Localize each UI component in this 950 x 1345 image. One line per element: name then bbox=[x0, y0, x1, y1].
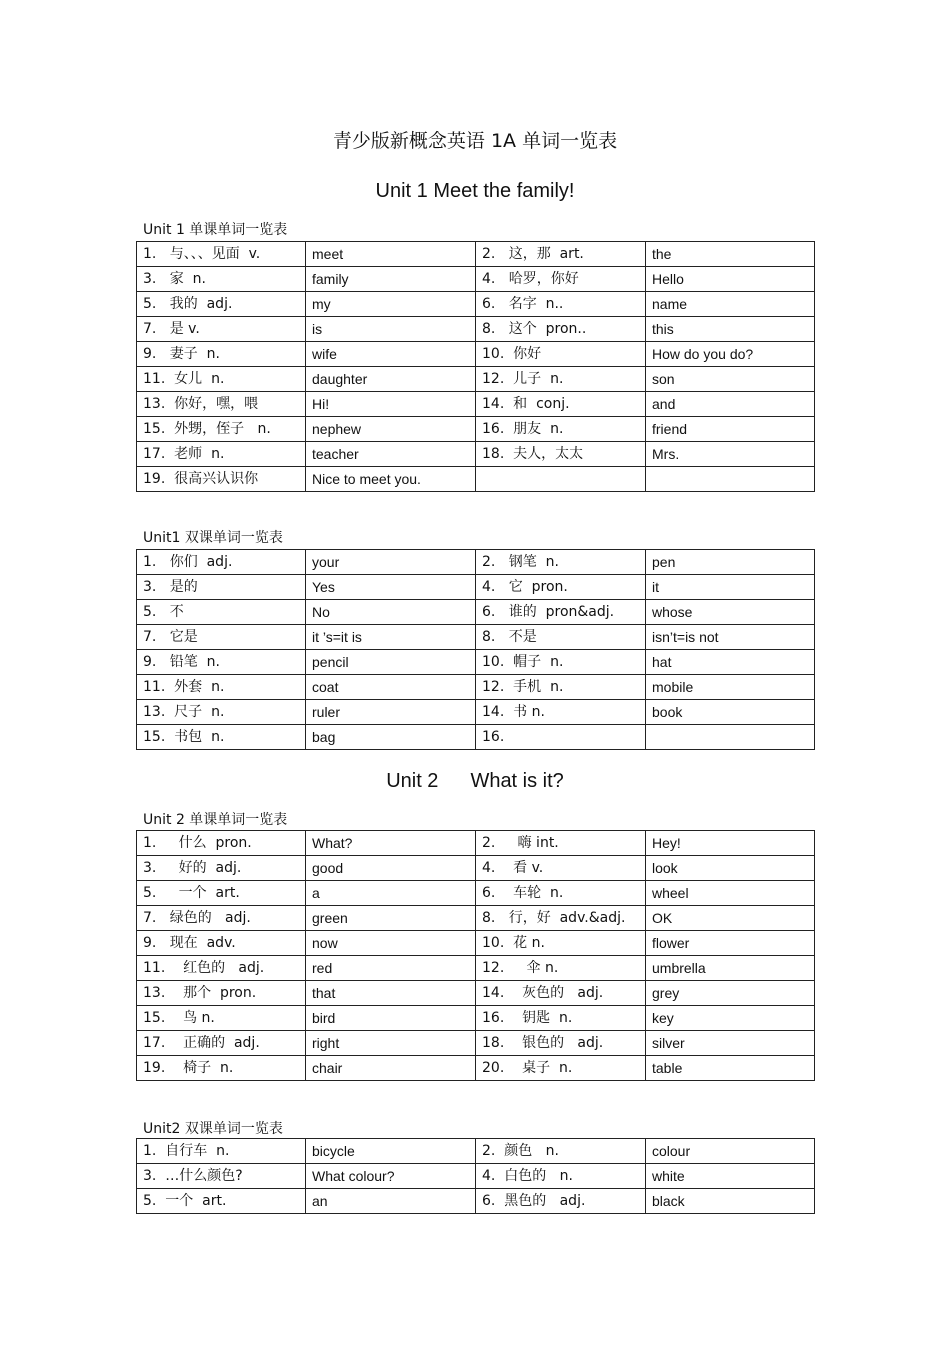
table-row bbox=[137, 856, 815, 881]
chinese-meaning-cell: 20. 桌子 n. bbox=[476, 1056, 646, 1081]
english-word-cell: it bbox=[646, 575, 815, 600]
unit-2-single-lesson-table bbox=[136, 830, 815, 1081]
table-row bbox=[137, 442, 815, 467]
chinese-meaning-cell: 4. 看 v. bbox=[476, 856, 646, 881]
english-word-cell: good bbox=[306, 856, 476, 881]
english-word-cell: white bbox=[646, 1164, 815, 1189]
chinese-meaning-cell: 19. 椅子 n. bbox=[137, 1056, 306, 1081]
document-title: 青少版新概念英语 1A 单词一览表 bbox=[332, 130, 618, 152]
english-word-cell: table bbox=[646, 1056, 815, 1081]
chinese-meaning-cell: 2. 颜色 n. bbox=[476, 1139, 646, 1164]
english-word-cell: this bbox=[646, 317, 815, 342]
chinese-meaning-cell: 8. 这个 pron.. bbox=[476, 317, 646, 342]
table-row bbox=[137, 831, 815, 856]
table-row bbox=[137, 1189, 815, 1214]
chinese-meaning-cell: 9. 铅笔 n. bbox=[137, 650, 306, 675]
table-row bbox=[137, 625, 815, 650]
table-row bbox=[137, 367, 815, 392]
english-word-cell: mobile bbox=[646, 675, 815, 700]
english-word-cell: son bbox=[646, 367, 815, 392]
chinese-meaning-cell: 10. 花 n. bbox=[476, 931, 646, 956]
english-word-cell: bag bbox=[306, 725, 476, 750]
english-word-cell: silver bbox=[646, 1031, 815, 1056]
english-word-cell: What? bbox=[306, 831, 476, 856]
table-row bbox=[137, 417, 815, 442]
table-row bbox=[137, 956, 815, 981]
chinese-meaning-cell: 11. 女儿 n. bbox=[137, 367, 306, 392]
english-word-cell: key bbox=[646, 1006, 815, 1031]
chinese-meaning-cell: 8. 不是 bbox=[476, 625, 646, 650]
table-row bbox=[137, 725, 815, 750]
chinese-meaning-cell: 7. 是 v. bbox=[137, 317, 306, 342]
table-row bbox=[137, 600, 815, 625]
english-word-cell: wife bbox=[306, 342, 476, 367]
english-word-cell: your bbox=[306, 550, 476, 575]
chinese-meaning-cell: 16. bbox=[476, 725, 646, 750]
english-word-cell bbox=[646, 725, 815, 750]
table-row bbox=[137, 906, 815, 931]
english-word-cell: right bbox=[306, 1031, 476, 1056]
chinese-meaning-cell: 3. …什么颜色? bbox=[137, 1164, 306, 1189]
chinese-meaning-cell: 15. 鸟 n. bbox=[137, 1006, 306, 1031]
chinese-meaning-cell: 6. 谁的 pron&adj. bbox=[476, 600, 646, 625]
chinese-meaning-cell: 12. 手机 n. bbox=[476, 675, 646, 700]
chinese-meaning-cell: 17. 老师 n. bbox=[137, 442, 306, 467]
chinese-meaning-cell: 4. 它 pron. bbox=[476, 575, 646, 600]
chinese-meaning-cell: 6. 黑色的 adj. bbox=[476, 1189, 646, 1214]
english-word-cell: colour bbox=[646, 1139, 815, 1164]
english-word-cell: No bbox=[306, 600, 476, 625]
chinese-meaning-cell: 11. 红色的 adj. bbox=[137, 956, 306, 981]
english-word-cell: How do you do? bbox=[646, 342, 815, 367]
english-word-cell: an bbox=[306, 1189, 476, 1214]
chinese-meaning-cell bbox=[476, 467, 646, 492]
chinese-meaning-cell: 7. 绿色的 adj. bbox=[137, 906, 306, 931]
unit-2-heading bbox=[0, 770, 950, 793]
chinese-meaning-cell: 2. 钢笔 n. bbox=[476, 550, 646, 575]
table-row bbox=[137, 550, 815, 575]
english-word-cell: Yes bbox=[306, 575, 476, 600]
english-word-cell: now bbox=[306, 931, 476, 956]
chinese-meaning-cell: 14. 书 n. bbox=[476, 700, 646, 725]
table-row bbox=[137, 1006, 815, 1031]
chinese-meaning-cell: 12. 伞 n. bbox=[476, 956, 646, 981]
unit-1-single-lesson-table bbox=[136, 241, 815, 492]
english-word-cell: pencil bbox=[306, 650, 476, 675]
chinese-meaning-cell: 18. 银色的 adj. bbox=[476, 1031, 646, 1056]
english-word-cell: daughter bbox=[306, 367, 476, 392]
english-word-cell: What colour? bbox=[306, 1164, 476, 1189]
unit-2-heading-number: Unit 2 bbox=[386, 770, 439, 792]
chinese-meaning-cell: 19. 很高兴认识你 bbox=[137, 467, 306, 492]
chinese-meaning-cell: 15. 外甥，侄子 n. bbox=[137, 417, 306, 442]
chinese-meaning-cell: 13. 那个 pron. bbox=[137, 981, 306, 1006]
english-word-cell: Hello bbox=[646, 267, 815, 292]
table-row bbox=[137, 1164, 815, 1189]
english-word-cell: the bbox=[646, 242, 815, 267]
table-row bbox=[137, 1056, 815, 1081]
english-word-cell: whose bbox=[646, 600, 815, 625]
chinese-meaning-cell: 3. 家 n. bbox=[137, 267, 306, 292]
chinese-meaning-cell: 16. 朋友 n. bbox=[476, 417, 646, 442]
english-word-cell: OK bbox=[646, 906, 815, 931]
english-word-cell: coat bbox=[306, 675, 476, 700]
table-row bbox=[137, 575, 815, 600]
chinese-meaning-cell: 3. 好的 adj. bbox=[137, 856, 306, 881]
english-word-cell: my bbox=[306, 292, 476, 317]
chinese-meaning-cell: 13. 你好，嘿，喂 bbox=[137, 392, 306, 417]
unit-1-double-lesson-label: Unit1 双课单词一览表 bbox=[143, 530, 283, 546]
english-word-cell: chair bbox=[306, 1056, 476, 1081]
unit-2-heading-title: What is it? bbox=[470, 770, 564, 792]
chinese-meaning-cell: 8. 行，好 adv.&adj. bbox=[476, 906, 646, 931]
english-word-cell: Nice to meet you. bbox=[306, 467, 476, 492]
english-word-cell: look bbox=[646, 856, 815, 881]
chinese-meaning-cell: 4. 白色的 n. bbox=[476, 1164, 646, 1189]
chinese-meaning-cell: 13. 尺子 n. bbox=[137, 700, 306, 725]
chinese-meaning-cell: 1. 自行车 n. bbox=[137, 1139, 306, 1164]
english-word-cell: umbrella bbox=[646, 956, 815, 981]
chinese-meaning-cell: 11. 外套 n. bbox=[137, 675, 306, 700]
chinese-meaning-cell: 2. 嗨 int. bbox=[476, 831, 646, 856]
chinese-meaning-cell: 1. 什么 pron. bbox=[137, 831, 306, 856]
english-word-cell: is bbox=[306, 317, 476, 342]
chinese-meaning-cell: 1. 你们 adj. bbox=[137, 550, 306, 575]
english-word-cell: that bbox=[306, 981, 476, 1006]
english-word-cell: black bbox=[646, 1189, 815, 1214]
chinese-meaning-cell: 12. 儿子 n. bbox=[476, 367, 646, 392]
english-word-cell: meet bbox=[306, 242, 476, 267]
unit-1-heading: Unit 1 Meet the family! bbox=[375, 180, 575, 202]
chinese-meaning-cell: 2. 这，那 art. bbox=[476, 242, 646, 267]
english-word-cell: and bbox=[646, 392, 815, 417]
chinese-meaning-cell: 1. 与、、、见面 v. bbox=[137, 242, 306, 267]
unit-1-double-lesson-table bbox=[136, 549, 815, 750]
english-word-cell: grey bbox=[646, 981, 815, 1006]
chinese-meaning-cell: 9. 现在 adv. bbox=[137, 931, 306, 956]
table-row bbox=[137, 1139, 815, 1164]
english-word-cell: flower bbox=[646, 931, 815, 956]
table-row bbox=[137, 700, 815, 725]
english-word-cell: green bbox=[306, 906, 476, 931]
chinese-meaning-cell: 10. 帽子 n. bbox=[476, 650, 646, 675]
english-word-cell: Hi! bbox=[306, 392, 476, 417]
table-row bbox=[137, 931, 815, 956]
english-word-cell bbox=[646, 467, 815, 492]
chinese-meaning-cell: 10. 你好 bbox=[476, 342, 646, 367]
table-row bbox=[137, 292, 815, 317]
english-word-cell: red bbox=[306, 956, 476, 981]
chinese-meaning-cell: 5. 我的 adj. bbox=[137, 292, 306, 317]
chinese-meaning-cell: 5. 一个 art. bbox=[137, 1189, 306, 1214]
unit-2-single-lesson-label: Unit 2 单课单词一览表 bbox=[143, 812, 288, 828]
table-row bbox=[137, 1031, 815, 1056]
chinese-meaning-cell: 9. 妻子 n. bbox=[137, 342, 306, 367]
unit-2-double-lesson-table bbox=[136, 1138, 815, 1214]
unit-2-double-lesson-label: Unit2 双课单词一览表 bbox=[143, 1121, 283, 1137]
chinese-meaning-cell: 7. 它是 bbox=[137, 625, 306, 650]
unit-1-single-lesson-label: Unit 1 单课单词一览表 bbox=[143, 222, 288, 238]
table-row bbox=[137, 242, 815, 267]
chinese-meaning-cell: 16. 钥匙 n. bbox=[476, 1006, 646, 1031]
english-word-cell: isn’t=is not bbox=[646, 625, 815, 650]
chinese-meaning-cell: 6. 名字 n.. bbox=[476, 292, 646, 317]
table-row bbox=[137, 342, 815, 367]
chinese-meaning-cell: 18. 夫人，太太 bbox=[476, 442, 646, 467]
english-word-cell: pen bbox=[646, 550, 815, 575]
table-row bbox=[137, 650, 815, 675]
table-row bbox=[137, 881, 815, 906]
english-word-cell: bird bbox=[306, 1006, 476, 1031]
chinese-meaning-cell: 5. 一个 art. bbox=[137, 881, 306, 906]
table-row bbox=[137, 267, 815, 292]
english-word-cell: book bbox=[646, 700, 815, 725]
english-word-cell: family bbox=[306, 267, 476, 292]
table-row bbox=[137, 675, 815, 700]
chinese-meaning-cell: 14. 灰色的 adj. bbox=[476, 981, 646, 1006]
english-word-cell: hat bbox=[646, 650, 815, 675]
chinese-meaning-cell: 15. 书包 n. bbox=[137, 725, 306, 750]
chinese-meaning-cell: 14. 和 conj. bbox=[476, 392, 646, 417]
english-word-cell: ruler bbox=[306, 700, 476, 725]
table-row bbox=[137, 392, 815, 417]
english-word-cell: a bbox=[306, 881, 476, 906]
english-word-cell: name bbox=[646, 292, 815, 317]
chinese-meaning-cell: 17. 正确的 adj. bbox=[137, 1031, 306, 1056]
english-word-cell: wheel bbox=[646, 881, 815, 906]
english-word-cell: bicycle bbox=[306, 1139, 476, 1164]
table-row bbox=[137, 317, 815, 342]
chinese-meaning-cell: 3. 是的 bbox=[137, 575, 306, 600]
table-row bbox=[137, 467, 815, 492]
chinese-meaning-cell: 6. 车轮 n. bbox=[476, 881, 646, 906]
english-word-cell: teacher bbox=[306, 442, 476, 467]
english-word-cell: Mrs. bbox=[646, 442, 815, 467]
english-word-cell: nephew bbox=[306, 417, 476, 442]
english-word-cell: friend bbox=[646, 417, 815, 442]
english-word-cell: Hey! bbox=[646, 831, 815, 856]
chinese-meaning-cell: 4. 哈罗，你好 bbox=[476, 267, 646, 292]
table-row bbox=[137, 981, 815, 1006]
chinese-meaning-cell: 5. 不 bbox=[137, 600, 306, 625]
english-word-cell: it ’s=it is bbox=[306, 625, 476, 650]
